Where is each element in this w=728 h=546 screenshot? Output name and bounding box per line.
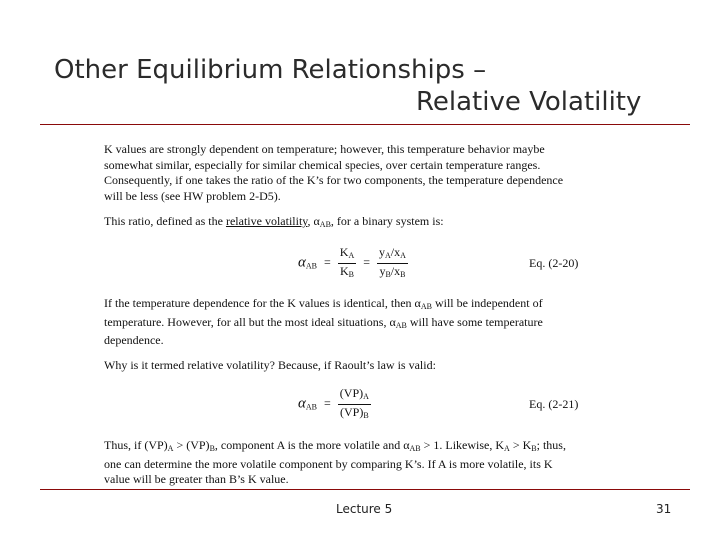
subscript: B — [209, 444, 215, 453]
text-span: , for a binary system is: — [330, 214, 444, 228]
paragraph-ratio-definition — [104, 214, 444, 233]
footer-divider — [40, 489, 690, 490]
text-span: will have some temperature — [406, 314, 543, 329]
text-line: one can determine the more volatile component by comparing K’s. If A is more volatile, its K — [104, 456, 553, 471]
alpha-symbol: α — [298, 395, 306, 412]
subscript: A — [348, 251, 355, 260]
text-span: K — [339, 245, 349, 259]
denominator — [377, 264, 408, 281]
text-span: y — [379, 264, 386, 278]
footer-lecture-label: Lecture 5 — [336, 502, 393, 516]
fraction-yx-ratio — [377, 246, 408, 281]
paragraph-conclusion — [104, 438, 566, 488]
text-line — [104, 438, 566, 457]
fraction-vapor-pressure — [338, 387, 371, 422]
equation-2-20 — [298, 246, 408, 281]
equals-sign: = — [324, 396, 331, 411]
text-span: ; thus, — [536, 438, 566, 452]
paragraph-temperature-dependence — [104, 296, 543, 349]
text-span: (VP) — [340, 405, 364, 419]
title-divider — [40, 124, 690, 125]
text-span: /x — [390, 264, 401, 278]
text-span: This ratio, defined as the — [104, 214, 226, 228]
numerator — [338, 387, 371, 405]
subscript: A — [385, 251, 391, 260]
text-span: /x — [390, 245, 401, 259]
text-span: , α — [307, 214, 320, 228]
subscript: A — [363, 392, 369, 401]
text-span: > K — [509, 438, 532, 452]
numerator — [377, 246, 408, 264]
paragraph-k-values — [104, 142, 563, 204]
slide-number: 31 — [656, 502, 672, 516]
denominator — [338, 264, 356, 281]
paragraph-raoults-law: Why is it termed relative volatility? Because, if Raoult’s law is valid: — [104, 358, 436, 372]
subscript: AB — [305, 261, 317, 271]
subscript: AB — [420, 302, 432, 311]
text-line: will be less (see HW problem 2-D5). — [104, 188, 281, 203]
text-span: If the temperature dependence for the K values is identical, then α — [104, 296, 421, 310]
subscript: B — [363, 411, 369, 420]
text-span: K — [340, 264, 349, 278]
equation-2-21 — [298, 387, 371, 422]
text-line — [104, 315, 543, 334]
denominator — [338, 405, 371, 422]
text-line: somewhat similar, especially for similar chemical species, over certain temperature ranges. — [104, 157, 541, 172]
text-span: temperature. However, for all but the most ideal situations, α — [104, 314, 396, 329]
equals-sign: = — [363, 255, 371, 270]
numerator — [338, 246, 356, 264]
fraction-k-ratio — [338, 246, 356, 281]
text-span: Thus, if (VP) — [104, 438, 168, 452]
subscript: A — [167, 444, 174, 453]
subscript: B — [531, 444, 537, 453]
equals-sign: = — [324, 255, 331, 270]
subscript: B — [348, 270, 355, 279]
text-line: value will be greater than B’s K value. — [104, 472, 289, 486]
alpha-symbol: α — [298, 254, 306, 271]
subscript: A — [504, 444, 510, 453]
text-span: (VP) — [339, 386, 364, 400]
text-span: , component A is the more volatile and α — [214, 438, 410, 452]
slide-title-line2: Relative Volatility — [416, 87, 642, 117]
equation-label-2-20: Eq. (2-20) — [529, 256, 579, 270]
subscript: B — [385, 270, 391, 279]
relative-volatility-term: relative volatility — [225, 214, 308, 228]
subscript: AB — [395, 320, 407, 330]
subscript: AB — [305, 402, 317, 412]
subscript: B — [400, 270, 406, 279]
subscript: A — [400, 251, 406, 260]
equation-label-2-21: Eq. (2-21) — [529, 397, 579, 411]
subscript: AB — [409, 444, 421, 453]
text-line — [104, 296, 543, 315]
subscript: AB — [319, 220, 331, 229]
text-line: K values are strongly dependent on temperature; however, this temperature behavior maybe — [104, 142, 545, 156]
text-span: > 1. Likewise, K — [420, 438, 505, 452]
text-span: y — [379, 245, 386, 259]
text-span: will be independent of — [431, 296, 543, 310]
slide-title-line1: Other Equilibrium Relationships – — [54, 55, 487, 85]
text-span: > (VP) — [173, 438, 210, 452]
text-line: Consequently, if one takes the ratio of the K’s for two components, the temperature dependence — [104, 173, 564, 187]
text-line: dependence. — [104, 333, 164, 347]
